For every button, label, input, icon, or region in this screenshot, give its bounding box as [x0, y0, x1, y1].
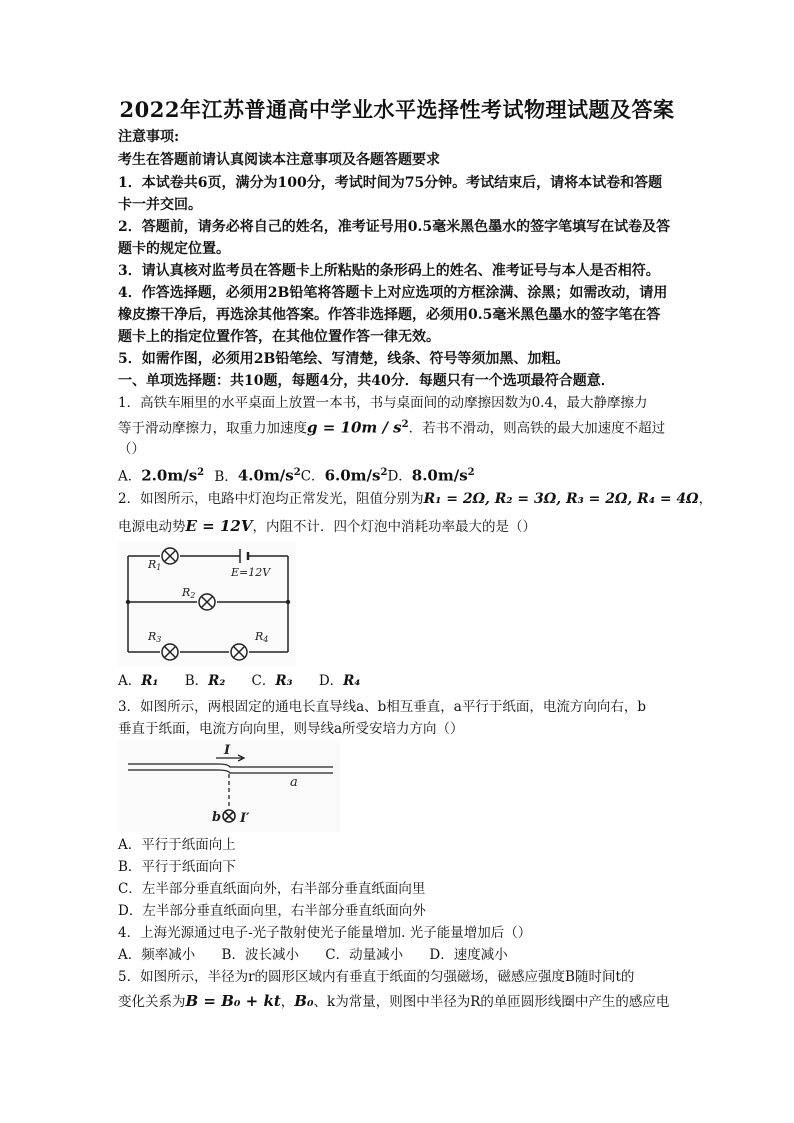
q5-formula: B = B₀ + kt [185, 992, 281, 1010]
label-current-i: I [224, 743, 231, 758]
junction-dot [286, 600, 290, 604]
q2-option-value: R₁ [141, 673, 159, 689]
notice-line: 2．答题前，请务必将自己的姓名，准考证号用0.5毫米黑色墨水的签字笔填写在试卷及答 [118, 219, 671, 235]
q3-option: B．平行于纸面向下 [118, 859, 236, 875]
q2-option-label: B． [184, 673, 209, 689]
q2-formula: E = 12V [185, 517, 253, 535]
q4-option: D．速度减小 [429, 947, 508, 963]
q2-line [118, 490, 713, 508]
label-r2: R2 [182, 586, 196, 600]
q4-options [118, 946, 678, 964]
q1-options [118, 464, 678, 486]
notice-line: 橡皮擦干净后，再选涂其他答案。作答非选择题，必须用0.5毫米黑色墨水的签字笔在答 [118, 307, 661, 323]
q4-option: A．频率减小 [118, 947, 196, 963]
q2-options [118, 672, 678, 690]
q1-option-label: B． [214, 468, 238, 485]
q4-option: B．波长减小 [221, 947, 299, 963]
label-b: b [212, 810, 222, 825]
circuit-diagram [118, 542, 296, 666]
q1-option-label: A． [118, 468, 142, 485]
q1-line: 1．高铁车厢里的水平桌面上放置一本书，书与桌面间的动摩擦因数为0.4，最大静摩擦力 [118, 395, 648, 411]
q3-line: 垂直于纸面，电流方向向里，则导线a所受安培力方向（） [118, 721, 464, 737]
wire-b-into-page-icon [223, 810, 235, 822]
notice-line: 1．本试卷共6页，满分为100分，考试时间为75分钟。考试结束后，请将本试卷和答题 [118, 175, 663, 191]
q2-option-value: R₃ [275, 673, 293, 689]
q3-option: A．平行于纸面向上 [118, 837, 236, 853]
junction-dot [126, 600, 130, 604]
notice-line: 3．请认真核对监考员在答题卡上所粘贴的条形码上的姓名、准考证号与本人是否相符。 [118, 263, 660, 279]
label-r4: R4 [255, 630, 269, 644]
q3-option: D．左半部分垂直纸面向里，右半部分垂直纸面向外 [118, 903, 426, 919]
q5-text: 变化关系为 [118, 994, 186, 1010]
label-r3: R3 [148, 630, 162, 644]
q1-text: 等于滑动摩擦力，取重力加速度 [118, 420, 307, 437]
q1-option-exp: 2 [467, 467, 475, 478]
q2-text: ， [698, 491, 713, 507]
notice-header: 注意事项: [118, 129, 180, 145]
q2-text: 电源电动势 [118, 519, 186, 535]
lamp-r1-icon [162, 548, 178, 564]
notice-line: 题卡的规定位置。 [118, 241, 230, 257]
q2-option-label: A． [118, 673, 142, 689]
q2-option-label: D． [318, 673, 344, 689]
q2-option-label: C． [251, 673, 276, 689]
q1-formula: g = 10m / s [307, 418, 402, 437]
notice-intro: 考生在答题前请认真阅读本注意事项及各题答题要求 [118, 152, 440, 168]
label-current-i-prime: I′ [240, 811, 250, 826]
q2-option-value: R₂ [208, 673, 226, 689]
wire-diagram [118, 740, 340, 832]
q2-text: ，内阻不计．四个灯泡中消耗功率最大的是（） [252, 519, 536, 535]
q5-line [118, 992, 678, 1011]
section-heading: 一、单项选择题：共10题，每题4分，共40分．每题只有一个选项最符合题意． [118, 373, 615, 389]
q2-formula: R₁ = 2Ω, R₂ = 3Ω, R₃ = 2Ω, R₄ = 4Ω [423, 491, 699, 507]
page-title: 2022年江苏普通高中学业水平选择性考试物理试题及答案 [119, 97, 675, 122]
q3-line: 3．如图所示，两根固定的通电长直导线a、b相互垂直，a平行于纸面，电流方向向右，b [118, 699, 646, 715]
q1-option-label: D． [387, 468, 412, 485]
q1-option-value: 6.0m/s [324, 466, 381, 485]
q3-option: C．左半部分垂直纸面向外，右半部分垂直纸面向里 [118, 881, 426, 897]
q2-option-value: R₄ [343, 673, 361, 689]
notice-line: 4．作答选择题，必须用2B铅笔将答题卡上对应选项的方框涂满、涂黑；如需改动，请用 [118, 285, 668, 301]
q5-line: 5．如图所示，半径为r的圆形区域内有垂直于纸面的匀强磁场，磁感应强度B随时间t的 [118, 969, 635, 985]
q1-option-label: C． [300, 468, 325, 485]
q1-option-exp: 2 [380, 467, 388, 478]
lamp-r2-icon [199, 594, 215, 610]
lamp-r3-icon [162, 644, 178, 660]
q4-line: 4．上海光源通过电子-光子散射使光子能量增加. 光子能量增加后（） [118, 925, 532, 941]
q1-option-value: 8.0m/s [411, 466, 468, 485]
notice-line: 5．如需作图，必须用2B铅笔绘、写清楚，线条、符号等须加黑、加粗。 [118, 351, 570, 367]
q1-line: （） [118, 441, 145, 457]
q1-formula-exp: 2 [401, 419, 409, 430]
q1-option-value: 2.0m/s [141, 466, 198, 485]
q1-text: ．若书不滑动，则高铁的最大加速度不超过 [408, 420, 666, 437]
q5-text: 、k为常量，则图中半径为R的单匝圆形线圈中产生的感应电 [313, 994, 670, 1010]
label-r1: R1 [148, 558, 162, 572]
lamp-r4-icon [231, 644, 247, 660]
label-a: a [290, 775, 298, 790]
q1-option-exp: 2 [293, 467, 301, 478]
q1-option-exp: 2 [197, 467, 205, 478]
q5-formula: B₀ [294, 992, 314, 1010]
q1-line [118, 416, 678, 438]
q4-option: C．动量减小 [325, 947, 404, 963]
label-emf: E=12V [231, 566, 271, 579]
notice-line: 题卡上的指定位置作答，在其他位置作答一律无效。 [118, 329, 440, 345]
q2-text: 2．如图所示，电路中灯泡均正常发光，阻值分别为 [118, 491, 424, 507]
q5-text: ， [280, 994, 295, 1010]
notice-line: 卡一并交回。 [118, 197, 202, 213]
q1-option-value: 4.0m/s [237, 466, 294, 485]
q2-line [118, 517, 678, 536]
